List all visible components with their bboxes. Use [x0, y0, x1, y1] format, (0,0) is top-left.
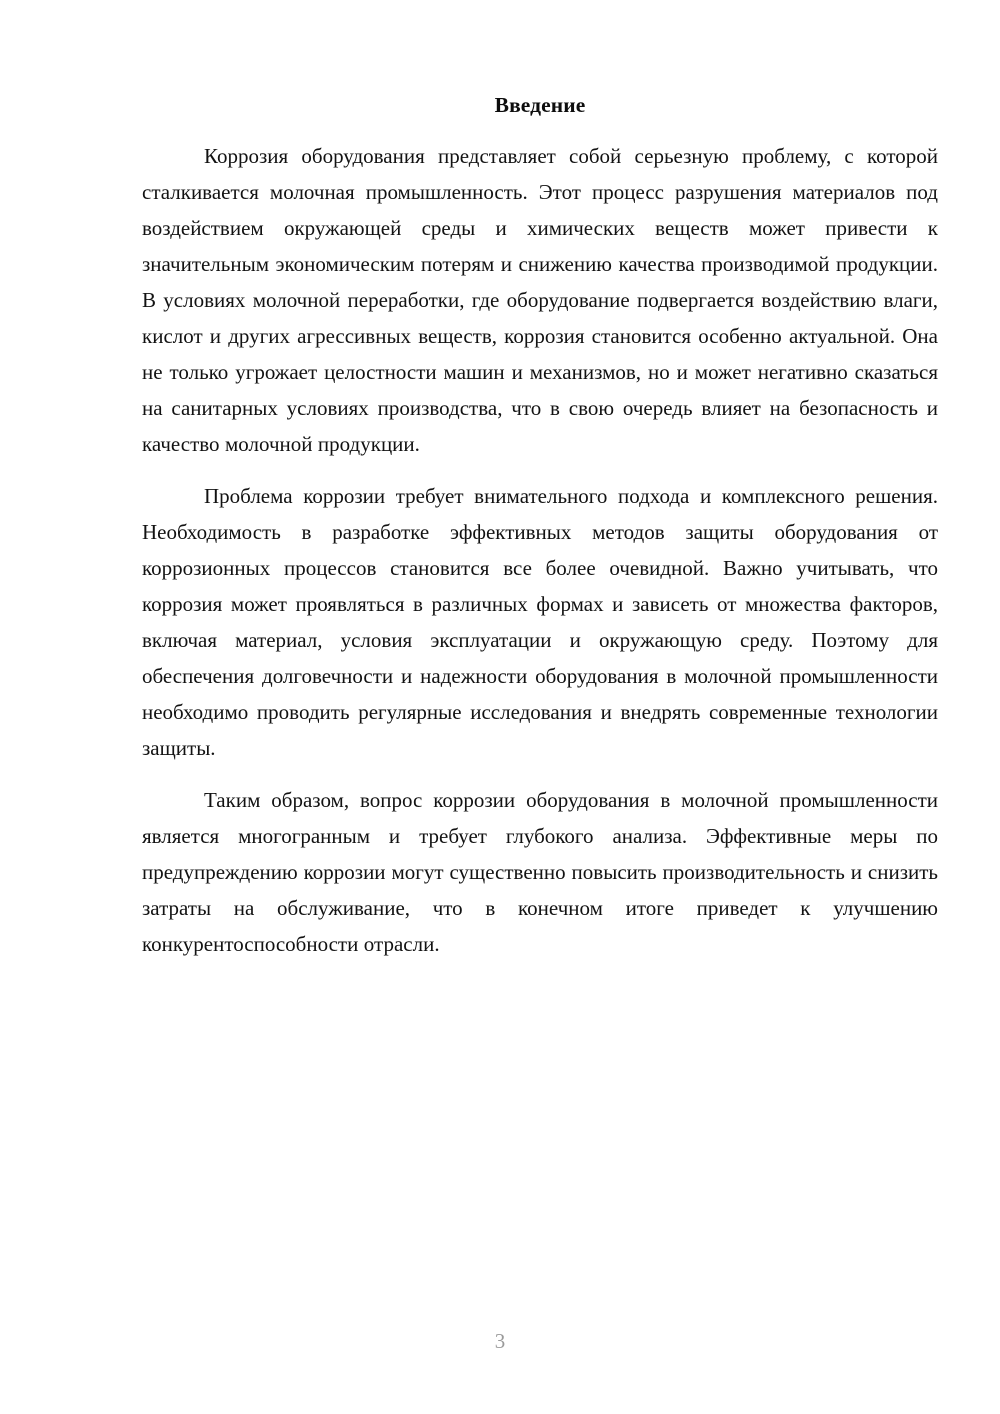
- body-paragraph: Коррозия оборудования представляет собой серьезную проблему, с которой сталкивается молочная промышленность. Этот процесс разрушения материалов под воздействием окружающей среды и химических веществ может привести к значительным экономическим потерям и снижению качества производимой продукции. В условиях молочной переработки, где оборудование подвергается воздействию влаги, кислот и других агрессивных веществ, коррозия становится особенно актуальной. Она не только угрожает целостности машин и механизмов, но и может негативно сказаться на санитарных условиях производства, что в свою очередь влияет на безопасность и качество молочной продукции.: [142, 144, 938, 456]
- body-paragraph: Таким образом, вопрос коррозии оборудования в молочной промышленности является многогранным и требует глубокого анализа. Эффективные меры по предупреждению коррозии могут существенно повысить производительность и снизить затраты на обслуживание, что в конечном итоге приведет к улучшению конкурентоспособности отрасли.: [142, 788, 938, 956]
- page-title: Введение: [494, 93, 586, 117]
- body-paragraph: Проблема коррозии требует внимательного подхода и комплексного решения. Необходимость в разработке эффективных методов защиты оборудования от коррозионных процессов становится все более очевидной. Важно учитывать, что коррозия может проявляться в различных формах и зависеть от множества факторов, включая материал, условия эксплуатации и окружающую среду. Поэтому для обеспечения долговечности и надежности оборудования в молочной промышленности необходимо проводить регулярные исследования и внедрять современные технологии защиты.: [142, 484, 938, 760]
- document-body: [142, 90, 938, 962]
- page-number: 3: [494, 1329, 506, 1353]
